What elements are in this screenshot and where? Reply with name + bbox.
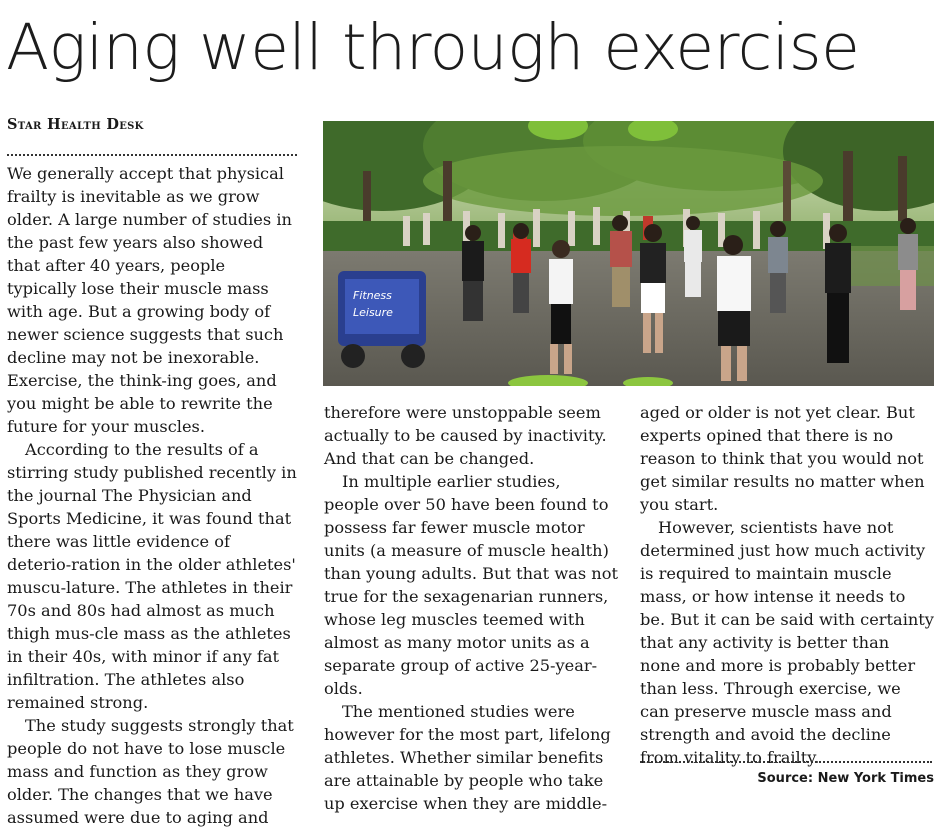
cart-sign-line1: Fitness [353, 289, 392, 302]
article-column-1 [7, 162, 299, 829]
source-credit: Source: New York Times [757, 771, 934, 786]
byline: Star Health Desk [7, 116, 144, 133]
paragraph: aged or older is not yet clear. But experts opined that there is no reason to think that you would not get similar results no matter when you start. [640, 403, 925, 514]
paragraph: In multiple earlier studies, people over 50 have been found to possess far fewer muscle motor units (a measure of muscle health) than young adults. But that was not true for the sexagenarian runners, whose leg muscles teemed with almost as many motor units as a separate group of active 25-year-olds. [324, 472, 618, 698]
paragraph: The study suggests strongly that people do not have to lose muscle mass and function as they grow older. The changes that we have assumed were due to aging and [7, 716, 294, 827]
park-exercise-illustration [323, 121, 934, 386]
cart-sign-line2: Leisure [353, 306, 393, 319]
paragraph: The mentioned studies were however for the most part, lifelong athletes. Whether similar benefits are attainable by people who take up exercise when they are middle- [324, 702, 611, 813]
paragraph: However, scientists have not determined just how much activity is required to maintain muscle mass, or how intense it needs to be. But it can be said with certainty that any activity is better than none and more is probably better than less. Through exercise, we can preserve muscle mass and strength and avoid the decline from vitality to frailty. [640, 518, 934, 767]
paragraph: We generally accept that physical frailty is inevitable as we grow older. A large number of studies in the past few years also showed that after 40 years, people typically lose their muscle mass with age. But a growing body of newer science suggests that such decline may not be inexorable. Exercise, the think-ing goes, and you might be able to rewrite the future for your muscles. [7, 164, 292, 436]
paragraph: therefore were unstoppable seem actually to be caused by inactivity. And that can be changed. [324, 403, 607, 468]
byline-divider [7, 154, 297, 156]
source-divider [640, 761, 932, 763]
paragraph: According to the results of a stirring study published recently in the journal The Physician and Sports Medicine, it was found that there was little evidence of deterio-ration in the older athletes' muscu-lature. The athletes in their 70s and 80s had almost as much thigh mus-cle mass as the athletes in their 40s, with minor if any fat infiltration. The athletes also remained strong. [7, 440, 297, 712]
article-column-2 [324, 401, 620, 815]
headline: Aging well through exercise [6, 11, 860, 84]
article-column-3 [640, 401, 934, 769]
exercise-photo [323, 121, 934, 386]
